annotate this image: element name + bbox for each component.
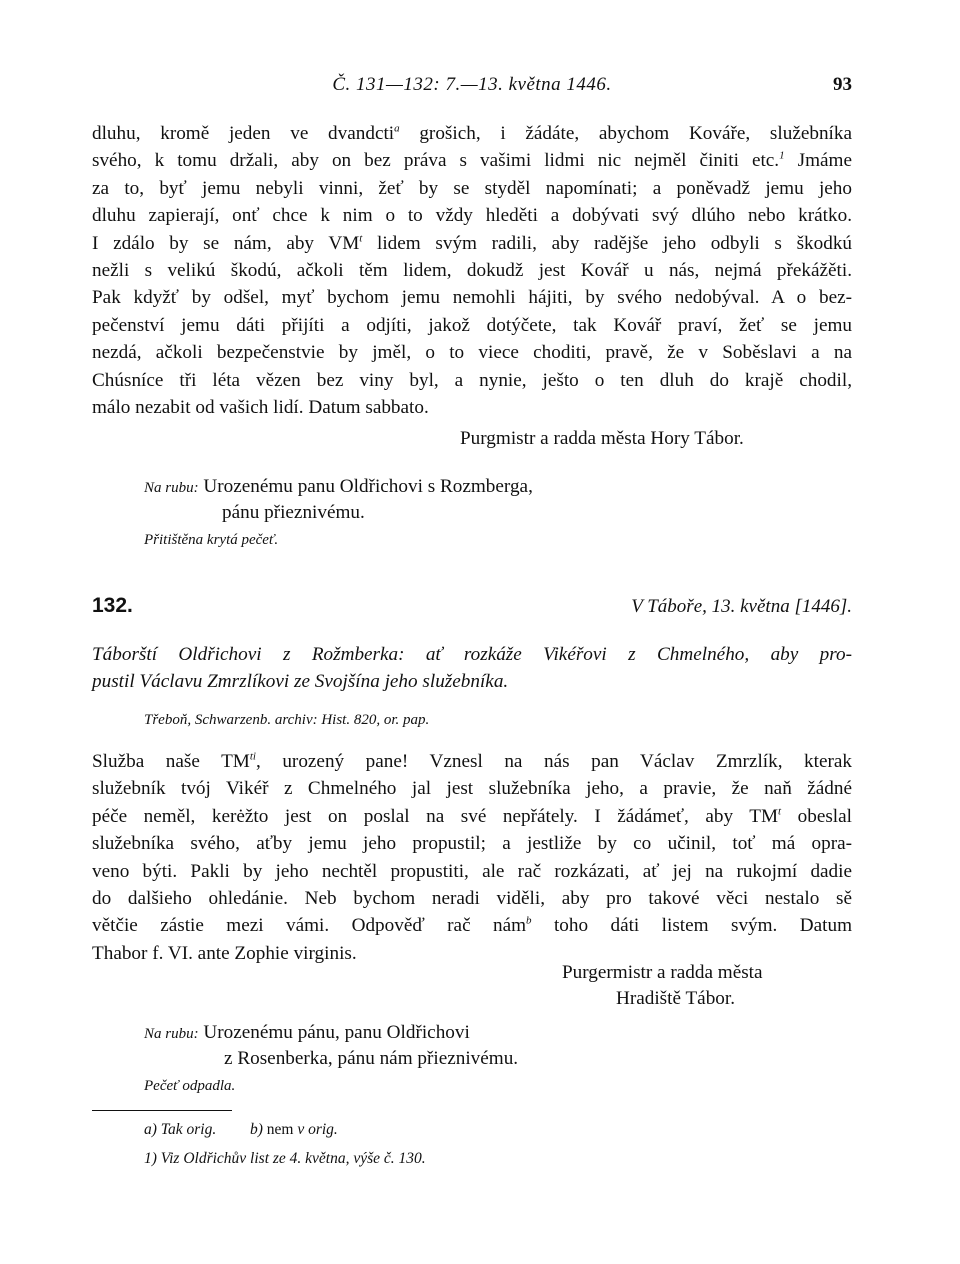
- text-run: málo nezabit od vašich lidí. Datum sabbato.: [92, 396, 429, 418]
- verso-address-line2: pánu přieznivému.: [222, 502, 365, 523]
- superscript-mark: b: [526, 914, 532, 927]
- doc132-regest: [92, 641, 852, 696]
- text-line: [92, 912, 852, 939]
- verso-label: Na rubu:: [144, 1026, 199, 1042]
- page-number: 93: [833, 74, 852, 95]
- text-line: [92, 175, 852, 202]
- text-run: Služba naše TM: [92, 751, 250, 772]
- text-line: [92, 284, 852, 311]
- text-line: [92, 147, 852, 174]
- doc131-body: [92, 120, 852, 421]
- text-line: [92, 748, 852, 775]
- verso-address-line2: z Rosenberka, pánu nám přieznivému.: [224, 1048, 519, 1069]
- text-run: služebníka svého, aťby jemu jeho propustil; a jestliže by co učinil, toť má opra-: [92, 833, 852, 855]
- footnote-1-text: Viz Oldřichův list ze 4. května, výše č. 130.: [160, 1150, 426, 1167]
- text-run: Jmáme: [784, 150, 852, 172]
- regest-line: Táborští Oldřichovi z Rožmberka: ať rozkáže Vikéřovi z Chmelného, aby pro-: [92, 644, 852, 665]
- doc131-signature: Purgmistr a radda města Hory Tábor.: [460, 428, 744, 449]
- doc132-signature-line1: Purgermistr a radda města: [562, 962, 763, 983]
- text-line: [92, 202, 852, 229]
- text-line: [92, 775, 852, 802]
- running-title: Č. 131—132: 7.—13. května 1446.: [332, 74, 612, 95]
- doc131-verso: [144, 476, 533, 498]
- text-run: nežli s velikú škodú, ačkoli těm lidem, dokudž jest Kovář u nás, nejmá překážěti.: [92, 259, 852, 281]
- doc132-signature-line2: Hradiště Tábor.: [616, 988, 736, 1009]
- text-line: [92, 120, 852, 147]
- text-run: do dalšieho ohledánie. Neb bychom neradi viděli, aby pro takové věci nestalo sě: [92, 887, 852, 909]
- footnote-a-text: Tak orig.: [160, 1121, 217, 1138]
- footnote-1-mark: 1): [144, 1150, 157, 1167]
- text-run: lidem svým radili, aby radějše jeho odbyli s škodkú: [362, 232, 853, 254]
- doc132-seal-note: Pečeť odpadla.: [144, 1078, 236, 1094]
- doc131-seal-note: Přitištěna krytá pečeť.: [144, 532, 279, 548]
- verso-address-line1: Urozenému pánu, panu Oldřichovi: [203, 1022, 470, 1043]
- text-line: [92, 257, 852, 284]
- running-header: [92, 74, 852, 100]
- doc132-verso: [144, 1022, 470, 1044]
- superscript-mark: t: [778, 805, 782, 818]
- text-line: [92, 230, 852, 257]
- text-run: Chúsníce tři léta vězen bez viny byl, a nynie, ješto o ten dluh do krajě chodil,: [92, 369, 852, 391]
- doc132-archive-note: Třeboň, Schwarzenb. archiv: Hist. 820, or. pap.: [144, 712, 430, 728]
- footnote-b-mark: b): [249, 1121, 263, 1138]
- text-run: Thabor f. VI. ante Zophie virginis.: [92, 942, 357, 964]
- text-run: I zdálo by se nám, aby VM: [92, 232, 360, 254]
- footnote-b-italic: v orig.: [297, 1121, 338, 1138]
- doc132-date: V Táboře, 13. května [1446].: [631, 596, 852, 617]
- text-run: grošich, i žádáte, abychom Kováře, služebníka: [399, 123, 852, 144]
- text-run: péče neměl, kerėžto jest on poslal na své nepřátely. I žádámeť, aby TM: [92, 805, 779, 827]
- text-run: pečenství jemu dáti přijíti a odjíti, jakož dotýčete, tak Kovář praví, žeť se jemu: [92, 314, 852, 336]
- text-run: Pak kdyžť by odšel, myť bychom jemu nemohli hájiti, by svého nedobýval. A o bez-: [92, 287, 852, 309]
- superscript-mark: 1: [779, 149, 785, 162]
- text-line: [92, 367, 852, 394]
- text-run: nezdá, ačkoli bezpečenstvie by jměl, o to viece choditi, pravě, že v Soběslavi a na: [92, 342, 852, 364]
- verso-label: Na rubu:: [144, 480, 199, 496]
- superscript-mark: ti: [249, 750, 256, 763]
- text-line: [92, 885, 852, 912]
- text-line: [92, 394, 852, 421]
- footnote-rule: [92, 1110, 232, 1111]
- footnote-ab: [144, 1121, 338, 1139]
- doc132-body: [92, 748, 852, 967]
- text-run: obeslal: [781, 805, 852, 827]
- superscript-mark: t: [359, 231, 363, 244]
- text-run: , urozený pane! Vznesl na nás pan Václav Zmrzlík, kterak: [255, 751, 852, 772]
- regest-line: pustil Václavu Zmrzlíkovi ze Svojšína jeho služebníka.: [92, 671, 509, 693]
- text-run: toho dáti listem svým. Datum: [531, 915, 852, 937]
- text-line: [92, 830, 852, 857]
- text-run: dluhu, kromě jeden ve dvandcti: [92, 123, 395, 144]
- text-line: [92, 803, 852, 830]
- verso-address-line1: Urozenému panu Oldřichovi s Rozmberga,: [203, 476, 533, 497]
- footnote-b-text: nem: [266, 1121, 294, 1138]
- doc132-number: 132.: [92, 594, 133, 617]
- text-run: za to, byť jemu nebyli vinni, žeť by se styděl napomínati; a poněvadž jemu jeho: [92, 177, 852, 199]
- text-line: [92, 339, 852, 366]
- text-run: větčie zástie mezi vámi. Odpověď rač nám: [92, 915, 527, 937]
- text-run: veno býti. Pakli by jeho nechtěl propustiti, ale rač rozkázati, ať jej na rukojmí dadie: [92, 860, 852, 882]
- text-run: dluhu zapierají, onť chce k nim o to vždy hleděti a dobývati svý dlúho nebo krátko.: [92, 205, 852, 227]
- footnote-1: [144, 1150, 426, 1168]
- text-run: svého, k tomu držali, aby on bez práva s vašimi lidmi nic nejměl činiti etc.: [92, 150, 780, 172]
- text-run: služebník tvój Vikéř z Chmelného jal jest služebníka jeho, a pravie, že naň žádné: [92, 778, 852, 800]
- text-line: [92, 858, 852, 885]
- footnote-a-mark: a): [144, 1121, 157, 1138]
- text-line: [92, 312, 852, 339]
- superscript-mark: a: [394, 122, 400, 135]
